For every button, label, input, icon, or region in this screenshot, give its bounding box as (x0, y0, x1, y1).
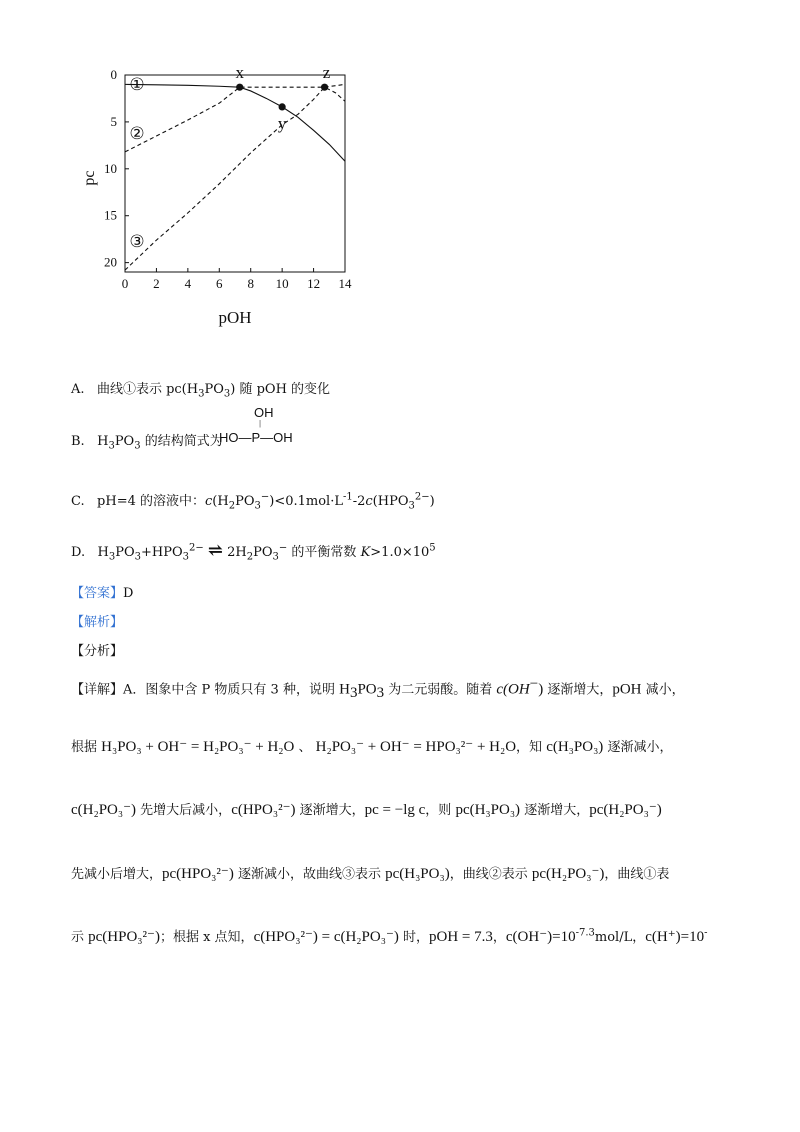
x-tick-label: 4 (184, 276, 192, 291)
analysis-label: 【解析】 (71, 615, 124, 630)
point-label-x: x (235, 63, 244, 83)
y-tick-label: 0 (110, 67, 117, 82)
answer-value: D (123, 586, 134, 601)
x-tick-label: 0 (121, 276, 129, 291)
x-tick-label: 2 (153, 276, 160, 291)
option-b: B. $H_3PO_3$ 的结构简式为 (71, 434, 223, 452)
option-a: A. 曲线①表示 $pc(H_3PO_3)$ 随 pOH 的变化 (71, 382, 331, 400)
fenxi-line (71, 640, 123, 659)
y-axis-label: pc (81, 170, 98, 186)
point-label-y: y (277, 113, 287, 133)
point-x (236, 84, 243, 91)
answer-line (71, 582, 133, 601)
detail-line-5: 示 pc(HPO₃²⁻)；根据 x 点知，c(HPO₃²⁻) = c(H₂PO₃⁻) 时，pOH = 7.3，$c(OH^-)=10^{-7.3}mol/L$，c(H⁺)=10- (71, 927, 708, 945)
y-tick-label: 5 (110, 113, 117, 129)
equilibrium-arrow-icon: ⇌ (207, 540, 223, 561)
structure-formula: HO—P—OH (219, 430, 293, 445)
detail-line-3: c(H₂PO₃⁻) 先增大后减小，c(HPO₃²⁻) 逐渐增大，pc = −lg c，则 pc(H₃PO₃) 逐渐增大，pc(H₂PO₃⁻) (71, 802, 662, 818)
chart-axes (125, 75, 345, 272)
curve-label-2: ② (129, 124, 145, 143)
point-label-z: z (322, 63, 331, 83)
series-line-1 (125, 84, 345, 161)
y-tick-label: 20 (104, 254, 117, 270)
answer-label: 【答案】 (71, 586, 124, 601)
point-y (279, 103, 286, 110)
series-line-3 (125, 87, 345, 270)
detail-line-4: 先减小后增大，pc(HPO₃²⁻) 逐渐减小，故曲线③表示 pc(H₃PO₃)，曲线②表示 pc(H₂PO₃⁻)，曲线①表 (71, 866, 670, 882)
y-tick-label: 15 (104, 207, 117, 223)
fenxi-label: 【分析】 (71, 644, 124, 659)
analysis-line (71, 611, 123, 630)
structure-bond: | (259, 419, 262, 428)
x-tick-label: 14 (338, 276, 352, 291)
x-tick-label: 12 (307, 276, 321, 291)
pc-pOH-chart (80, 60, 380, 330)
structure-oh-top: OH (254, 405, 274, 420)
chart-series (125, 84, 345, 270)
option-d: D. $H_3PO_3+HPO_3^{2-}$ ⇌ $2H_2PO_3^-$ 的平衡常数 $K>1.0\times 10^5$ (71, 540, 436, 563)
x-tick-label: 8 (247, 276, 254, 291)
x-tick-label: 10 (275, 276, 289, 291)
y-tick-label: 10 (104, 160, 117, 176)
point-z (321, 84, 328, 91)
plot-frame (125, 75, 345, 272)
detail-line-2: 根据 H₃PO₃ + OH⁻ = H₂PO₃⁻ + H₂O 、 H₂PO₃⁻ + OH⁻ = HPO₃²⁻ + H₂O，知 c(H₃PO₃) 逐渐减小， (71, 739, 673, 755)
x-axis-label: pOH (218, 308, 252, 327)
detail-line-1: 【详解】A．图象中含 P 物质只有 3 种，说明 $H_3PO_3$ 为二元弱酸。随着 c(OH−) 逐渐增大，pOH 减小， (71, 676, 685, 701)
chart-ticks (104, 67, 352, 291)
x-tick-label: 6 (216, 276, 223, 291)
curve-label-3: ③ (129, 232, 145, 251)
option-c: C. pH=4 的溶液中：$c(H_2PO_3^-)<0.1mol\cdot L^{-1}-2c(HPO_3^{2-})$ (71, 491, 435, 512)
curve-label-1: ① (129, 75, 145, 94)
series-line-2 (125, 84, 345, 152)
chart-markers (235, 63, 330, 133)
